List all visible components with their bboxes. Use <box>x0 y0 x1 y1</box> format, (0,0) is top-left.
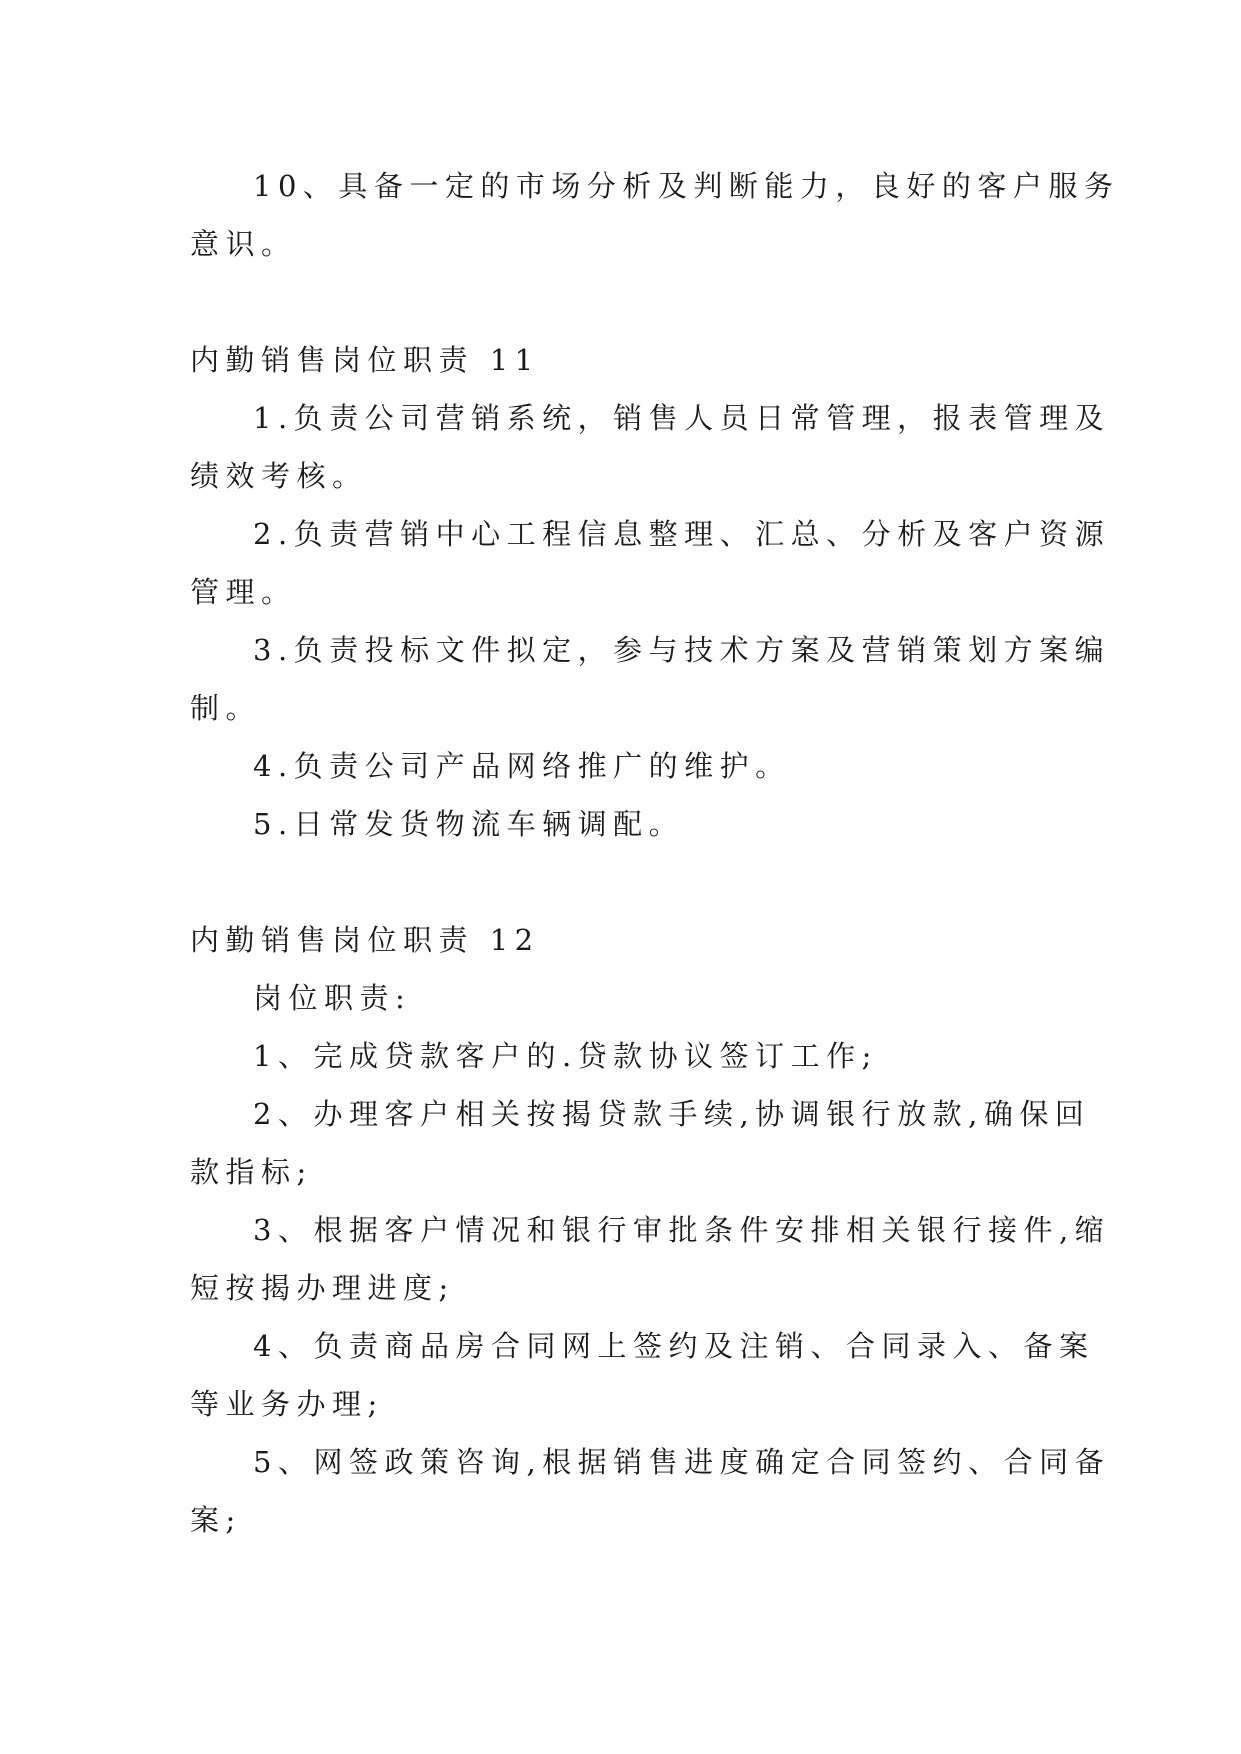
section-12-item-4-line2: 等业务办理; <box>190 1387 384 1421</box>
section-11-item-1-line1: 1.负责公司营销系统，销售人员日常管理，报表管理及 <box>253 401 1111 435</box>
section-11-item-5: 5.日常发货物流车辆调配。 <box>253 807 685 841</box>
paragraph-item-10-line2: 意识。 <box>190 227 297 261</box>
section-12-subheading: 岗位职责: <box>253 981 412 1015</box>
section-12-item-5-line2: 案; <box>190 1503 242 1537</box>
section-12-item-3-line1: 3、根据客户情况和银行审批条件安排相关银行接件,缩 <box>253 1213 1111 1247</box>
section-11-heading: 内勤销售岗位职责 11 <box>190 343 540 377</box>
section-12-item-1: 1、完成贷款客户的.贷款协议签订工作; <box>253 1039 878 1073</box>
section-12-item-5-line1: 5、网签政策咨询,根据销售进度确定合同签约、合同备 <box>253 1445 1111 1479</box>
section-11-item-3-line1: 3.负责投标文件拟定，参与技术方案及营销策划方案编 <box>253 633 1111 667</box>
section-12-item-4-line1: 4、负责商品房合同网上签约及注销、合同录入、备案 <box>253 1329 1095 1363</box>
section-11-item-2-line1: 2.负责营销中心工程信息整理、汇总、分析及客户资源 <box>253 517 1111 551</box>
section-11-item-3-line2: 制。 <box>190 691 262 725</box>
paragraph-item-10-line1: 10、具备一定的市场分析及判断能力，良好的客户服务 <box>253 169 1120 203</box>
section-11-item-2-line2: 管理。 <box>190 575 297 609</box>
section-12-heading: 内勤销售岗位职责 12 <box>190 923 540 957</box>
section-12-item-2-line2: 款指标; <box>190 1155 313 1189</box>
section-11-item-1-line2: 绩效考核。 <box>190 459 368 493</box>
section-12-item-3-line2: 短按揭办理进度; <box>190 1271 455 1305</box>
section-11-item-4: 4.负责公司产品网络推广的维护。 <box>253 749 791 783</box>
section-12-item-2-line1: 2、办理客户相关按揭贷款手续,协调银行放款,确保回 <box>253 1097 1091 1131</box>
